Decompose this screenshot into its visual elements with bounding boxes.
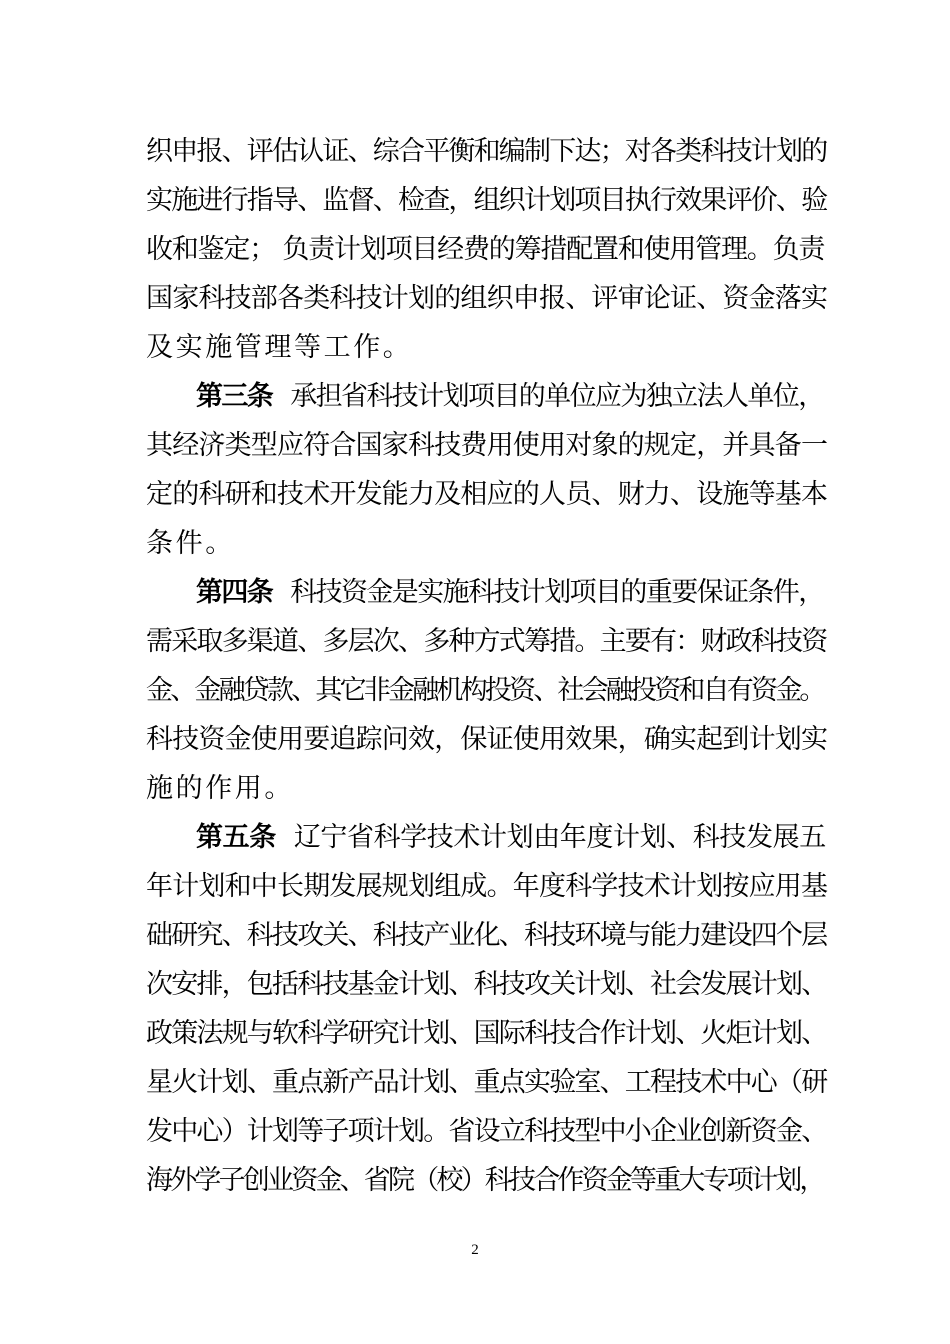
- article-text: 科技资金是实施科技计划项目的重要保证条件，: [290, 577, 824, 608]
- body-text-line: 次安排，包括科技基金计划、科技攻关计划、社会发展计划、: [146, 969, 827, 1000]
- body-text-line: 施的作用。: [146, 773, 294, 804]
- body-text-line: 发中心）计划等子项计划。省设立科技型中小企业创新资金、: [146, 1116, 827, 1147]
- body-text-line: 实施进行指导、监督、检查，组织计划项目执行效果评价、验: [146, 185, 827, 216]
- body-text-line: 国家科技部各类科技计划的组织申报、评审论证、资金落实: [146, 283, 828, 314]
- body-text-line: 科技资金使用要追踪问效，保证使用效果，确实起到计划实: [146, 724, 828, 755]
- body-text-line: 金、金融贷款、其它非金融机构投资、社会融投资和自有资金。: [146, 675, 824, 706]
- body-text-line: 收和鉴定； 负责计划项目经费的筹措配置和使用管理。负责: [146, 234, 825, 265]
- body-text-line: 海外学子创业资金、省院（校）科技合作资金等重大专项计划，: [146, 1165, 824, 1196]
- article-heading: 第五条: [196, 822, 276, 853]
- article-heading: 第四条: [196, 577, 273, 608]
- article-5-first-line: [196, 813, 826, 863]
- article-4-first-line: [196, 568, 826, 618]
- body-text-line: 条件。: [146, 528, 235, 559]
- article-heading: 第三条: [196, 381, 273, 412]
- body-text-line: 政策法规与软科学研究计划、国际科技合作计划、火炬计划、: [146, 1018, 827, 1049]
- body-text-line: 星火计划、重点新产品计划、重点实验室、工程技术中心（研: [146, 1067, 827, 1098]
- body-text-line: 其经济类型应符合国家科技费用使用对象的规定，并具备一: [146, 430, 828, 461]
- body-text-line: 础研究、科技攻关、科技产业化、科技环境与能力建设四个层: [146, 920, 827, 951]
- body-text-line: 年计划和中长期发展规划组成。年度科学技术计划按应用基: [146, 871, 828, 902]
- body-text-line: 需采取多渠道、多层次、多种方式筹措。主要有：财政科技资: [146, 626, 827, 657]
- article-3-first-line: [196, 372, 826, 422]
- body-text-line: 及实施管理等工作。: [146, 332, 413, 363]
- body-text-line: 定的科研和技术开发能力及相应的人员、财力、设施等基本: [146, 479, 828, 510]
- article-text: 辽宁省科学技术计划由年度计划、科技发展五: [293, 822, 826, 853]
- body-text-line: 织申报、评估认证、综合平衡和编制下达；对各类科技计划的: [146, 136, 827, 167]
- page-number: 2: [471, 1242, 479, 1258]
- article-text: 承担省科技计划项目的单位应为独立法人单位，: [290, 381, 824, 412]
